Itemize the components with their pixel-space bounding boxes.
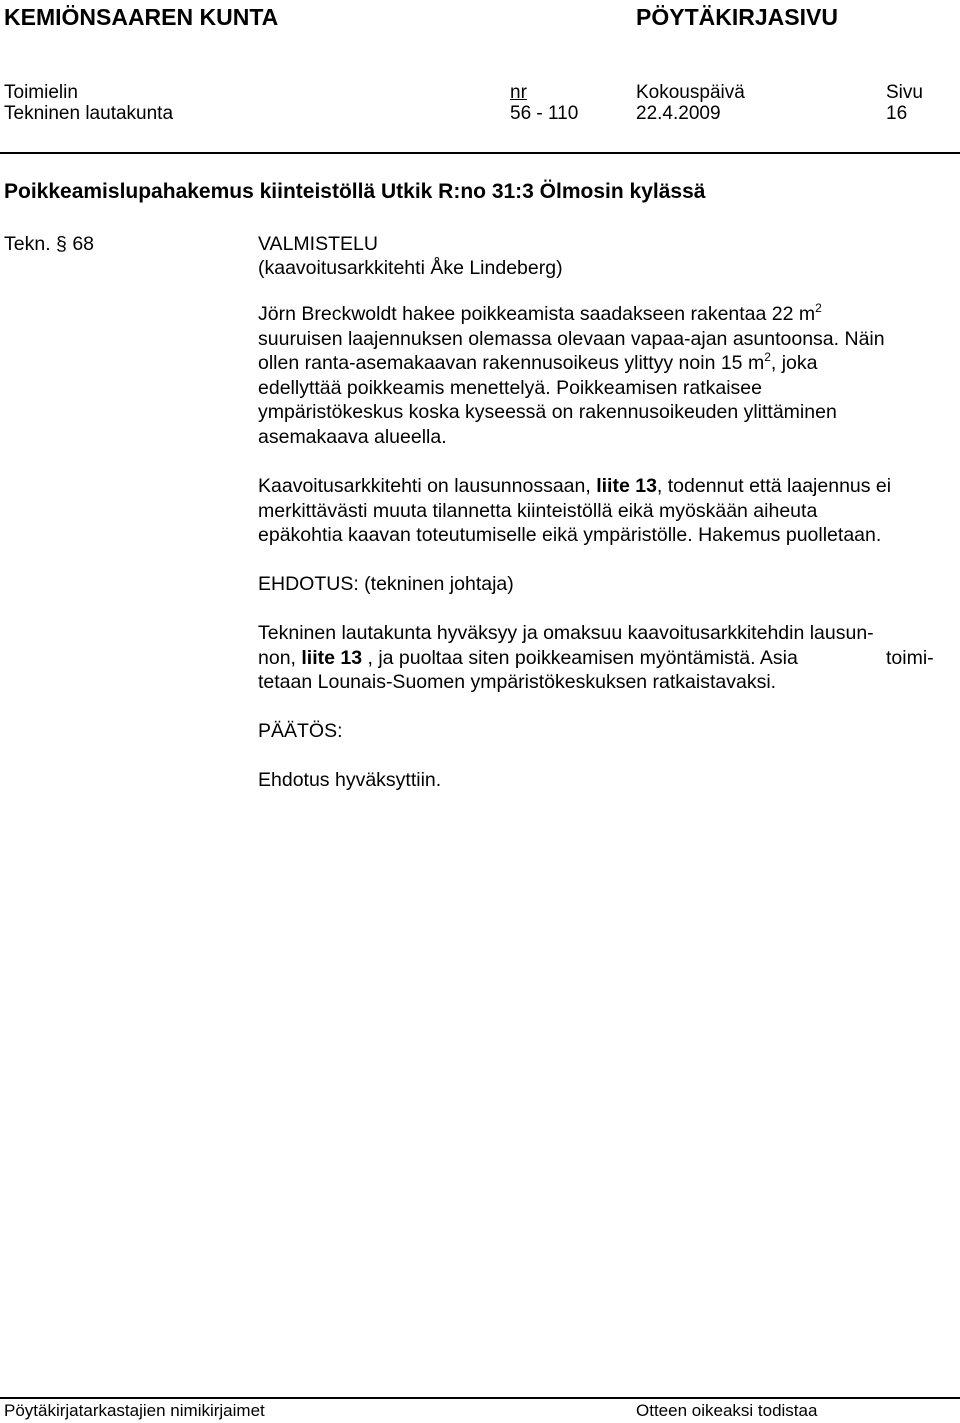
p2-line: merkittävästi muuta tilannetta kiinteistöllä eikä myöskään aiheuta bbox=[258, 499, 818, 522]
paragraph-statement bbox=[258, 474, 948, 548]
document-type: PÖYTÄKIRJASIVU bbox=[636, 4, 838, 30]
value-date: 22.4.2009 bbox=[636, 103, 721, 124]
decision-text: Ehdotus hyväksyttiin. bbox=[258, 769, 442, 791]
p3-line: toimi- bbox=[886, 646, 934, 669]
p1-line: , joka bbox=[770, 352, 818, 374]
p1-line: Jörn Breckwoldt hakee poikkeamista saadakseen rakentaa 22 m bbox=[258, 303, 816, 325]
footer-initials-label: Pöytäkirjatarkastajien nimikirjaimet bbox=[4, 1401, 265, 1420]
p2-line: , todennut että laajennus ei bbox=[656, 475, 892, 497]
paragraph-symbol: § bbox=[56, 233, 67, 255]
p1-line: edellyttää poikkeamis menettelyä. Poikkeamisen ratkaisee bbox=[258, 376, 763, 399]
superscript: 2 bbox=[815, 301, 822, 315]
superscript: 2 bbox=[764, 350, 771, 364]
value-nr: 56 - 110 bbox=[510, 103, 579, 124]
value-page: 16 bbox=[886, 103, 908, 124]
municipality-name: KEMIÖNSAAREN KUNTA bbox=[4, 4, 279, 30]
p2-line: Kaavoitusarkkitehti on lausunnossaan, bbox=[258, 475, 597, 497]
p1-line: ympäristökeskus koska kyseessä on rakennusoikeuden ylittäminen bbox=[258, 401, 837, 423]
label-date: Kokouspäivä bbox=[636, 82, 745, 103]
header-divider bbox=[0, 152, 960, 154]
p3-line: tetaan Lounais-Suomen ympäristökeskuksen ratkaistavaksi. bbox=[258, 671, 777, 693]
p3-line: non, bbox=[258, 646, 302, 669]
footer-divider bbox=[0, 1397, 960, 1399]
section-heading: VALMISTELU bbox=[258, 233, 378, 255]
section-number: 68 bbox=[72, 233, 95, 255]
label-body: Toimielin bbox=[4, 82, 78, 103]
p3-line: Tekninen lautakunta hyväksyy ja omaksuu kaavoitusarkkitehdin lausun- bbox=[258, 622, 874, 644]
footer-certification-label: Otteen oikeaksi todistaa bbox=[636, 1401, 818, 1420]
p1-line: asemakaava alueella. bbox=[258, 425, 447, 448]
attachment-reference: liite 13 bbox=[301, 646, 363, 669]
section-prefix: Tekn. bbox=[4, 233, 51, 255]
paragraph-application bbox=[258, 302, 948, 449]
p1-line: ollen ranta-asemakaavan rakennusoikeus ylittyy noin 15 m bbox=[258, 352, 765, 374]
attachment-reference: liite 13 bbox=[596, 475, 657, 497]
document-title: Poikkeamislupahakemus kiinteistöllä Utkik R:no 31:3 Ölmosin kylässä bbox=[4, 180, 706, 203]
preparer: (kaavoitusarkkitehti Åke Lindeberg) bbox=[258, 257, 563, 279]
p2-line: epäkohtia kaavan toteutumiselle eikä ympäristölle. Hakemus puolletaan. bbox=[258, 524, 882, 546]
paragraph-proposal bbox=[258, 621, 948, 695]
label-page: Sivu bbox=[886, 82, 923, 103]
proposal-heading: EHDOTUS: (tekninen johtaja) bbox=[258, 573, 514, 595]
label-nr: nr bbox=[510, 82, 527, 103]
p1-line: suuruisen laajennuksen olemassa olevaan vapaa-ajan asuntoonsa. Näin bbox=[258, 327, 885, 350]
p3-line: , ja puoltaa siten poikkeamisen myöntämistä. Asia bbox=[362, 646, 798, 669]
section-reference bbox=[4, 232, 94, 257]
decision-heading: PÄÄTÖS: bbox=[258, 720, 343, 742]
value-body: Tekninen lautakunta bbox=[4, 103, 174, 124]
